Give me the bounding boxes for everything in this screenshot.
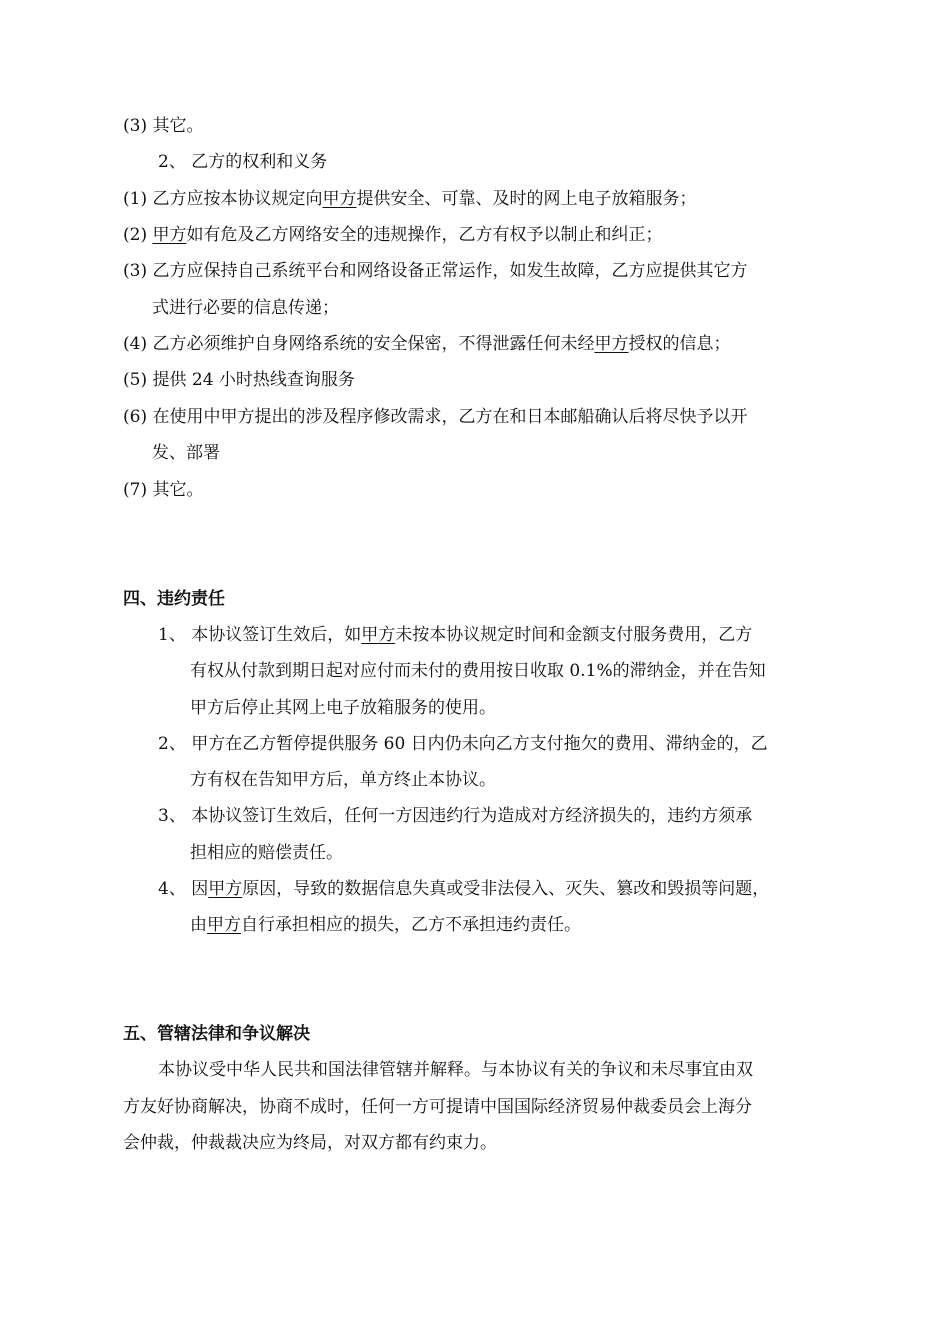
breach-item-2-cont: 方有权在告知甲方后，单方终止本协议。 <box>190 770 496 790</box>
breach-item-4-cont: 由甲方自行承担相应的损失，乙方不承担违约责任。 <box>190 915 581 935</box>
breach-item-4: 4、 因甲方原因，导致的数据信息失真或受非法侵入、灭失、篡改和毁损等问题， <box>158 879 770 899</box>
item-b-2: (2) 甲方如有危及乙方网络安全的违规操作，乙方有权予以制止和纠正； <box>123 225 663 245</box>
subheading-party-b-rights: 2、 乙方的权利和义务 <box>158 152 328 172</box>
breach-item-1-cont-b: 甲方后停止其网上电子放箱服务的使用。 <box>190 698 496 718</box>
jurisdiction-paragraph-line-1: 本协议受中华人民共和国法律管辖并解释。与本协议有关的争议和未尽事宜由双 <box>158 1060 753 1080</box>
item-b-3: (3) 乙方应保持自己系统平台和网络设备正常运作，如发生故障，乙方应提供其它方 <box>123 261 748 281</box>
section-heading-breach: 四、违约责任 <box>123 589 225 609</box>
breach-item-1-cont-a: 有权从付款到期日起对应付而未付的费用按日收取 0.1%的滞纳金，并在告知 <box>190 661 766 681</box>
section-heading-jurisdiction: 五、管辖法律和争议解决 <box>123 1024 310 1044</box>
breach-item-2: 2、 甲方在乙方暂停提供服务 60 日内仍未向乙方支付拖欠的费用、滞纳金的，乙 <box>158 734 768 754</box>
item-b-5: (5) 提供 24 小时热线查询服务 <box>123 370 355 390</box>
breach-item-3: 3、 本协议签订生效后，任何一方因违约行为造成对方经济损失的，违约方须承 <box>158 806 753 826</box>
jurisdiction-paragraph-line-2: 方友好协商解决，协商不成时，任何一方可提请中国国际经济贸易仲裁委员会上海分 <box>123 1097 752 1117</box>
item-b-6-cont: 发、部署 <box>152 443 220 463</box>
item-b-1: (1) 乙方应按本协议规定向甲方提供安全、可靠、及时的网上电子放箱服务； <box>123 189 697 209</box>
jurisdiction-paragraph-line-3: 会仲裁，仲裁裁决应为终局，对双方都有约束力。 <box>123 1133 497 1153</box>
item-b-4: (4) 乙方必须维护自身网络系统的安全保密，不得泄露任何未经甲方授权的信息； <box>123 334 731 354</box>
item-b-3-cont: 式进行必要的信息传递； <box>152 298 339 318</box>
breach-item-3-cont: 担相应的赔偿责任。 <box>190 843 343 863</box>
item-party-a-other: (3) 其它。 <box>123 116 204 136</box>
breach-item-1: 1、 本协议签订生效后，如甲方未按本协议规定时间和金额支付服务费用，乙方 <box>158 625 753 645</box>
item-b-7: (7) 其它。 <box>123 480 204 500</box>
item-b-6: (6) 在使用中甲方提出的涉及程序修改需求，乙方在和日本邮船确认后将尽快予以开 <box>123 407 748 427</box>
